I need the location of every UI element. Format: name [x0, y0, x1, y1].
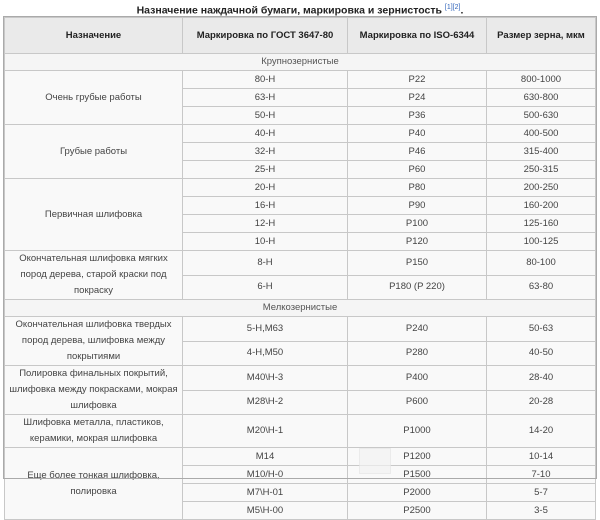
section-row [5, 300, 596, 317]
grain-cell: 20-28 [487, 390, 596, 415]
grain-cell: 100-125 [487, 233, 596, 251]
section-title: Крупнозернистые [5, 54, 596, 71]
purpose-cell: Полировка финальных покрытий, шлифовка между покрасками, мокрая шлифовка [5, 366, 183, 415]
gost-cell: 40-Н [183, 125, 348, 143]
grain-cell: 125-160 [487, 215, 596, 233]
iso-cell: P2000 [348, 484, 487, 502]
iso-cell: P180 (P 220) [348, 275, 487, 300]
section-title: Мелкозернистые [5, 300, 596, 317]
sandpaper-table [4, 17, 596, 520]
gost-cell: 63-Н [183, 89, 348, 107]
gost-cell: 16-Н [183, 197, 348, 215]
table-row [5, 179, 596, 197]
gost-cell: 6-Н [183, 275, 348, 300]
header-gost: Маркировка по ГОСТ 3647-80 [183, 18, 348, 54]
header-row [5, 18, 596, 54]
table-row [5, 366, 596, 391]
iso-cell: P36 [348, 107, 487, 125]
grain-cell: 10-14 [487, 448, 596, 466]
grain-cell: 500-630 [487, 107, 596, 125]
grain-cell: 630-800 [487, 89, 596, 107]
table-row [5, 415, 596, 448]
table-body [5, 54, 596, 520]
iso-cell: P22 [348, 71, 487, 89]
gost-cell: 25-Н [183, 161, 348, 179]
table-row [5, 448, 596, 466]
purpose-cell: Шлифовка металла, пластиков, керамики, мокрая шлифовка [5, 415, 183, 448]
header-purpose: Назначение [5, 18, 183, 54]
caption-text: Назначение наждачной бумаги, маркировка и зернистость [136, 4, 442, 17]
gost-cell: 4-Н,М50 [183, 341, 348, 366]
grain-cell: 50-63 [487, 317, 596, 342]
purpose-cell: Очень грубые работы [5, 71, 183, 125]
grain-cell: 28-40 [487, 366, 596, 391]
gost-cell: М20\Н-1 [183, 415, 348, 448]
iso-cell: P46 [348, 143, 487, 161]
gost-cell: 50-Н [183, 107, 348, 125]
grain-cell: 200-250 [487, 179, 596, 197]
header-iso: Маркировка по ISO-6344 [348, 18, 487, 54]
iso-cell: P24 [348, 89, 487, 107]
purpose-cell: Первичная шлифовка [5, 179, 183, 251]
grain-cell: 14-20 [487, 415, 596, 448]
gost-cell: 8-Н [183, 251, 348, 276]
iso-cell: P1000 [348, 415, 487, 448]
grain-cell: 40-50 [487, 341, 596, 366]
purpose-cell: Еще более тонкая шлифовка, полировка [5, 448, 183, 520]
grain-cell: 63-80 [487, 275, 596, 300]
iso-cell: P2500 [348, 502, 487, 520]
header-grain: Размер зерна, мкм [487, 18, 596, 54]
gost-cell: М10/Н-0 [183, 466, 348, 484]
grain-cell: 7-10 [487, 466, 596, 484]
grain-cell: 400-500 [487, 125, 596, 143]
purpose-cell: Грубые работы [5, 125, 183, 179]
caption-end: . [460, 4, 464, 17]
gost-cell: 12-Н [183, 215, 348, 233]
iso-cell: P1200 [348, 448, 487, 466]
gost-cell: М28\Н-2 [183, 390, 348, 415]
grain-cell: 3-5 [487, 502, 596, 520]
grain-cell: 5-7 [487, 484, 596, 502]
purpose-cell: Окончательная шлифовка твердых пород дерева, шлифовка между покрытиями [5, 317, 183, 366]
grain-cell: 315-400 [487, 143, 596, 161]
gost-cell: 32-Н [183, 143, 348, 161]
iso-cell: P100 [348, 215, 487, 233]
iso-cell: P280 [348, 341, 487, 366]
gost-cell: М40\Н-3 [183, 366, 348, 391]
gost-cell: М7\Н-01 [183, 484, 348, 502]
purpose-cell: Окончательная шлифовка мягких пород дерева, старой краски под покраску [5, 251, 183, 300]
table-caption [0, 2, 600, 17]
iso-cell: P60 [348, 161, 487, 179]
iso-cell: P120 [348, 233, 487, 251]
iso-cell: P400 [348, 366, 487, 391]
gost-cell: 80-Н [183, 71, 348, 89]
gost-cell: М14 [183, 448, 348, 466]
iso-cell: P1500 [348, 466, 487, 484]
table-row [5, 125, 596, 143]
iso-cell: P240 [348, 317, 487, 342]
iso-cell: P150 [348, 251, 487, 276]
iso-cell: P80 [348, 179, 487, 197]
section-row [5, 54, 596, 71]
gost-cell: 10-Н [183, 233, 348, 251]
grain-cell: 160-200 [487, 197, 596, 215]
table-row [5, 317, 596, 342]
grain-cell: 80-100 [487, 251, 596, 276]
iso-cell: P90 [348, 197, 487, 215]
reference-links[interactable]: [1][2] [444, 4, 461, 11]
gost-cell: 20-Н [183, 179, 348, 197]
watermark-image [359, 448, 391, 474]
grain-cell: 800-1000 [487, 71, 596, 89]
iso-cell: P600 [348, 390, 487, 415]
gost-cell: М5\Н-00 [183, 502, 348, 520]
table-row [5, 251, 596, 276]
table-row [5, 71, 596, 89]
grain-cell: 250-315 [487, 161, 596, 179]
iso-cell: P40 [348, 125, 487, 143]
gost-cell: 5-Н,М63 [183, 317, 348, 342]
